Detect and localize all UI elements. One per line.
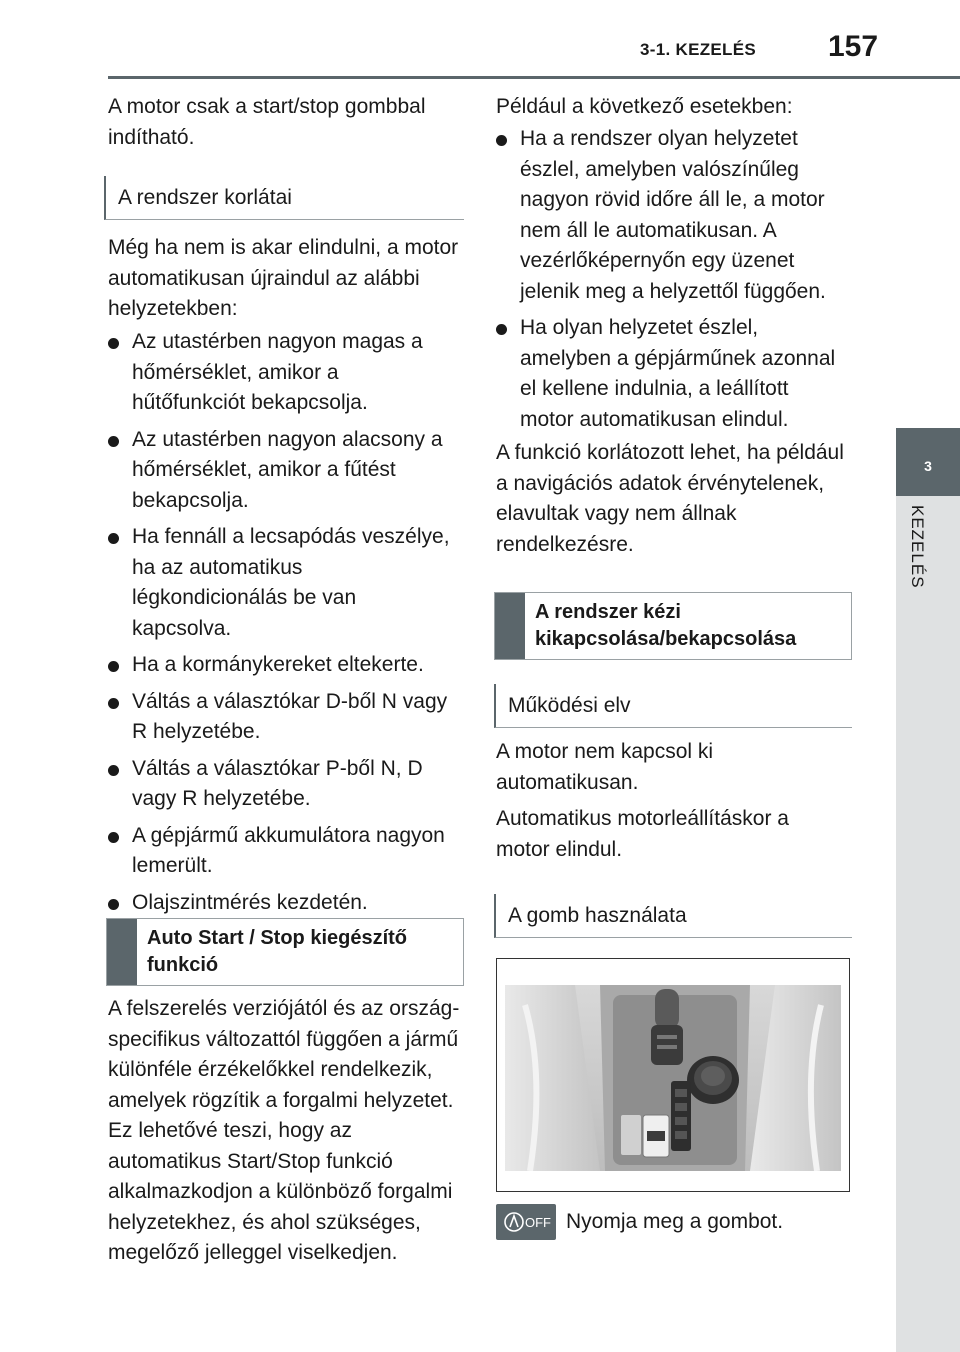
examples-intro: Például a következő esetekben: — [496, 95, 793, 118]
bullet-dot-icon — [108, 899, 119, 910]
bullet-dot-icon — [108, 533, 119, 544]
console-illustration — [505, 985, 841, 1171]
section-heading-manual-toggle — [494, 592, 852, 660]
bullet-dot-icon — [108, 765, 119, 776]
navigation-limit-paragraph: A funkció korlátozott lehet, ha például a navigációs adatok érvénytelenek, elavultak vagy nem állnak rendelkezésre. — [496, 441, 844, 556]
chapter-side-label: KEZELÉS — [908, 505, 927, 589]
section-heading-text: A rendszer korlátai — [118, 185, 292, 209]
bullet-dot-icon — [108, 338, 119, 349]
section-heading-limits — [104, 176, 464, 220]
list-item: Váltás a választókar P-ből N, D vagy R helyzetébe. — [108, 754, 454, 815]
header-rule — [108, 76, 960, 79]
bullet-dot-icon — [108, 661, 119, 672]
list-item: Olajszintmérés kezdetén. — [108, 888, 454, 919]
bullet-dot-icon — [496, 135, 507, 146]
page-number: 157 — [828, 30, 879, 63]
principle-paragraph-2: Automatikus motorleállításkor a motor elindul. — [496, 807, 789, 861]
auto-start-stop-paragraph: A felszerelés verziójától és az ország-specifikus változattól függően a jármű különféle érzékelőkkel rendelkezik, amelyek rögzítik a forgalmi helyzetet. Ez lehetővé teszi, hogy az automatikus Start/Stop funkció alkalmazkodjon a különböző forgalmi helyzetekhez, és ahol szükséges, megelőző jelleggel viselkedjen. — [108, 997, 460, 1264]
section-heading-text: A gomb használata — [508, 903, 687, 927]
limits-paragraph: Még ha nem is akar elindulni, a motor automatikusan újraindul az alábbi helyzetekben: — [108, 236, 459, 320]
list-item: Ha fennáll a lecsapódás veszélye, ha az automatikus légkondicionálás be van kapcsolva. — [108, 522, 454, 644]
chapter-tab-number: 3 — [924, 458, 932, 474]
list-item: Az utastérben nagyon magas a hőmérséklet, amikor a hűtőfunkciót bekapcsolja. — [108, 327, 454, 419]
section-heading-auto-start-stop — [106, 918, 464, 986]
list-item: Ha olyan helyzetet észlel, amelyben a gépjárműnek azonnal el kellene indulnia, a leállított motor automatikusan elindul. — [496, 313, 844, 435]
section-heading-text: Auto Start / Stop kiegészítő funkció — [147, 927, 408, 976]
auto-start-stop-icon — [496, 1204, 556, 1240]
examples-bullet-list — [496, 124, 844, 441]
svg-text:OFF: OFF — [525, 1215, 551, 1230]
center-console-photo — [496, 958, 850, 1192]
limits-bullet-list — [108, 327, 454, 924]
section-heading-text: Működési elv — [508, 693, 631, 717]
bullet-dot-icon — [108, 832, 119, 843]
bullet-dot-icon — [496, 324, 507, 335]
list-item: Az utastérben nagyon alacsony a hőmérséklet, amikor a fűtést bekapcsolja. — [108, 425, 454, 517]
heading-accent-bar — [107, 919, 137, 985]
list-item: Ha a rendszer olyan helyzetet észlel, amelyben valószínűleg nagyon rövid időre áll le, a motor nem áll le automatikusan. A vezérlőképernyőn egy üzenet jelenik meg a helyzettől függően. — [496, 124, 844, 307]
list-item: Váltás a választókar D-ből N vagy R helyzetébe. — [108, 687, 454, 748]
section-heading-button-use — [494, 894, 852, 938]
section-heading-principle — [494, 684, 852, 728]
heading-accent-bar — [495, 593, 525, 659]
section-heading-text: A rendszer kézi kikapcsolása/bekapcsolása — [535, 601, 797, 650]
press-button-instruction: Nyomja meg a gombot. — [566, 1210, 784, 1233]
intro-paragraph: A motor csak a start/stop gombbal indítható. — [108, 95, 426, 149]
bullet-dot-icon — [108, 698, 119, 709]
bullet-dot-icon — [108, 436, 119, 447]
list-item: Ha a kormánykereket eltekerte. — [108, 650, 454, 681]
chapter-header: 3-1. KEZELÉS — [640, 40, 757, 59]
auto-start-stop-off-button[interactable] — [496, 1204, 556, 1240]
principle-paragraph-1: A motor nem kapcsol ki automatikusan. — [496, 740, 714, 794]
list-item: A gépjármű akkumulátora nagyon lemerült. — [108, 821, 454, 882]
